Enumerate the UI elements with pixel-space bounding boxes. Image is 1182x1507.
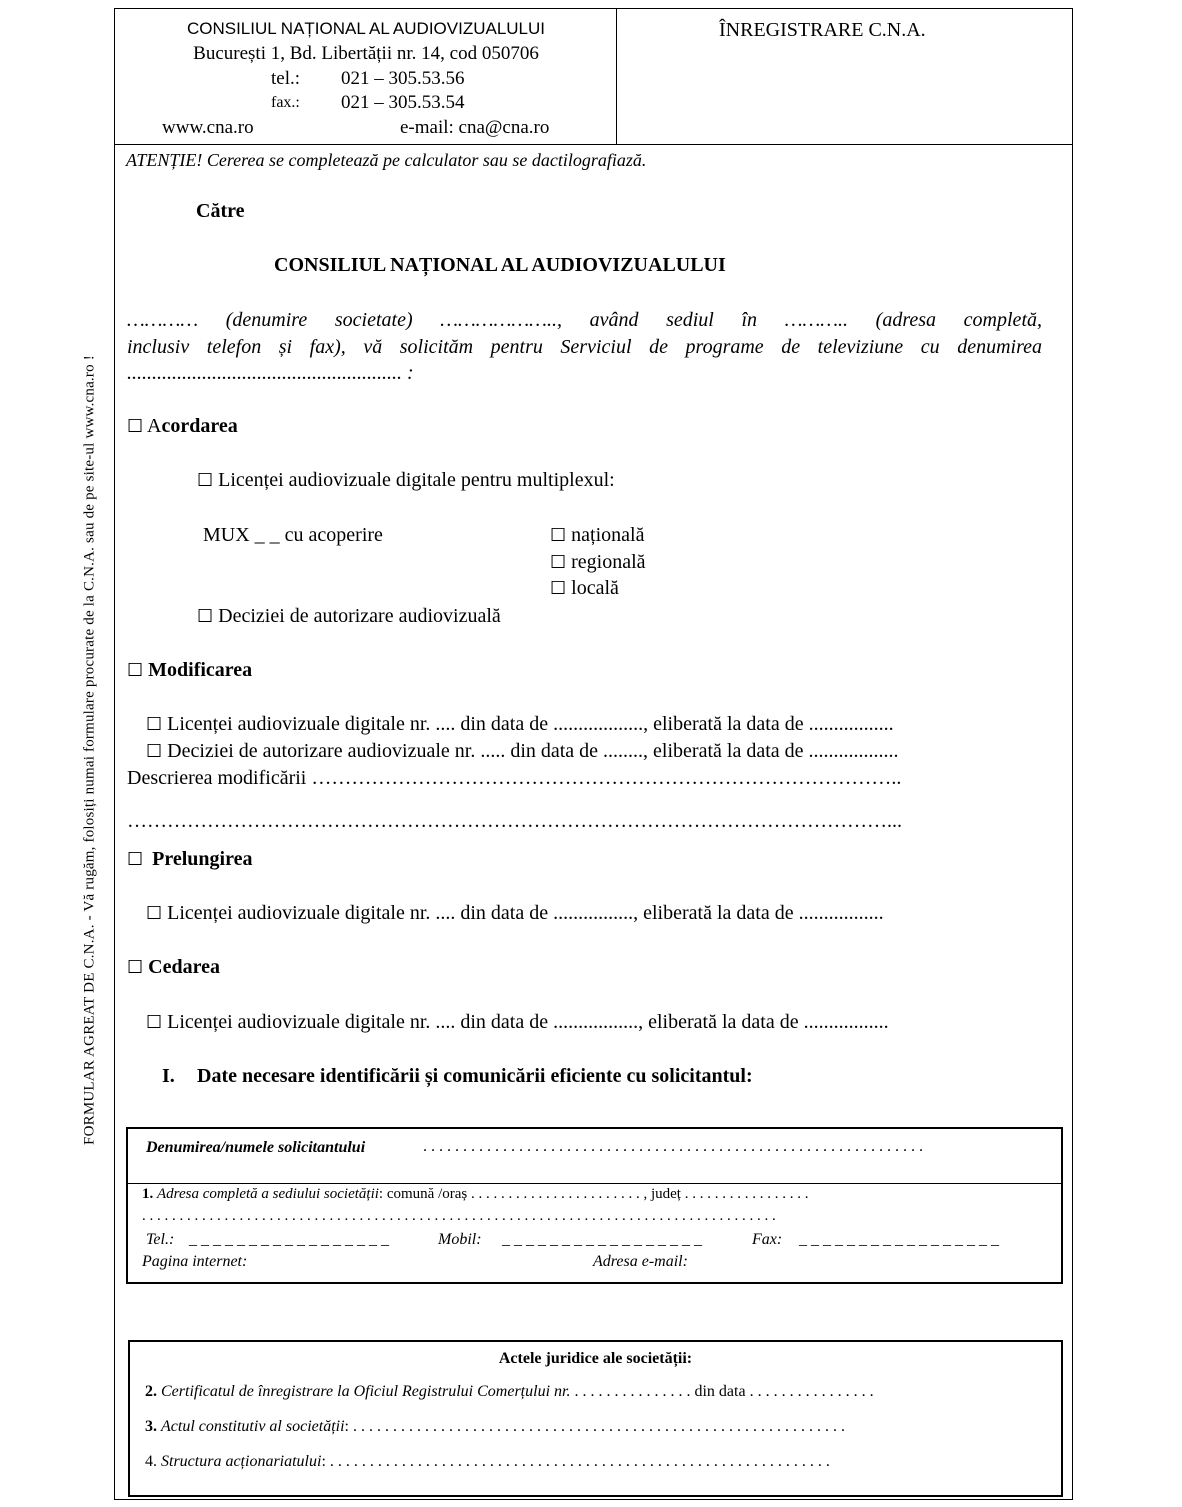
mobil-label: Mobil:	[438, 1231, 482, 1248]
cedarea-licenta-option[interactable]	[146, 1011, 889, 1034]
modificarea-descriere-field[interactable]: Descrierea modificării ……………………………………………………………………………..	[127, 767, 902, 789]
adresa-label: Adresa completă a sediului societății	[157, 1186, 379, 1202]
coverage-regionala-option[interactable]	[550, 551, 646, 574]
modificarea-decizie-option[interactable]	[146, 740, 899, 763]
prelungirea-label: Prelungirea	[152, 848, 253, 870]
checkbox-icon[interactable]: ☐	[146, 1012, 163, 1033]
acordarea-label-rest: cordarea	[161, 415, 238, 437]
section-i-number: I.	[162, 1065, 175, 1087]
registration-label: ÎNREGISTRARE C.N.A.	[719, 19, 926, 41]
modificarea-decizie-label: Deciziei de autorizare audiovizuale nr. ..... din data de ........, eliberată la data de ..................	[167, 740, 899, 762]
modificarea-licenta-label: Licenței audiovizuale digitale nr. .... din data de .................., eliberată la data de .................	[167, 713, 894, 735]
cedarea-option[interactable]	[127, 956, 220, 979]
mux-coverage-label: MUX _ _ cu acoperire	[203, 524, 383, 546]
acordarea-decizie-option[interactable]	[197, 605, 501, 628]
item-2-number: 2.	[145, 1383, 157, 1400]
prelungirea-licenta-label: Licenței audiovizuale digitale nr. .... din data de ................, eliberată la data de .................	[167, 902, 884, 924]
fax-label: Fax:	[752, 1231, 783, 1248]
checkbox-icon[interactable]: ☐	[550, 578, 567, 599]
mobil-field[interactable]: _ _ _ _ _ _ _ _ _ _ _ _ _ _ _ _ _	[502, 1231, 702, 1248]
section-i-title: Date necesare identificării și comunicării eficiente cu solicitantul:	[197, 1065, 753, 1087]
checkbox-icon[interactable]: ☐	[197, 470, 214, 491]
checkbox-icon[interactable]: ☐	[550, 525, 567, 546]
modificarea-licenta-option[interactable]	[146, 713, 894, 736]
item-4-label: Structura acționariatului	[161, 1453, 322, 1470]
fax-field[interactable]: _ _ _ _ _ _ _ _ _ _ _ _ _ _ _ _ _	[799, 1231, 999, 1248]
item-4-field[interactable]: : . . . . . . . . . . . . . . . . . . . . . . . . . . . . . . . . . . . . . . . . . . . . . . . . . . . . . . . . . . . . . . .	[321, 1453, 830, 1470]
coverage-nationala-option[interactable]	[550, 524, 644, 547]
checkbox-icon[interactable]: ☐	[197, 606, 214, 627]
checkbox-icon[interactable]: ☐	[146, 741, 163, 762]
cedarea-licenta-label: Licenței audiovizuale digitale nr. .... din data de ................., eliberată la data de .................	[167, 1011, 889, 1033]
header-address: București 1, Bd. Libertății nr. 14, cod 050706	[193, 43, 539, 64]
header-email: e-mail: cna@cna.ro	[400, 117, 550, 138]
header-tel-value: 021 – 305.53.56	[341, 68, 465, 89]
item-2-label: Certificatul de înregistrare la Oficiul Registrului Comerțului nr.	[161, 1383, 571, 1400]
acordarea-licenta-label: Licenței audiovizuale digitale pentru multiplexul:	[218, 469, 615, 491]
modificarea-option[interactable]	[127, 659, 252, 682]
checkbox-icon[interactable]: ☐	[550, 552, 567, 573]
checkbox-icon[interactable]: ☐	[127, 957, 144, 978]
intro-line-2: inclusiv telefon și fax), vă solicităm pentru Serviciul de programe de televiziune cu denumirea	[127, 336, 1042, 358]
header-website: www.cna.ro	[162, 117, 254, 138]
sidebar-notice: FORMULAR AGREAT DE C.N.A. - Vă rugăm, folosiți numai formulare procurate de la C.N.A. sau de pe site-ul www.cna.ro !	[81, 355, 98, 1145]
header-fax-label: fax.:	[271, 94, 300, 111]
denumire-label: Denumirea/numele solicitantului	[146, 1139, 366, 1156]
acordarea-option[interactable]	[127, 415, 238, 438]
adresa-number: 1.	[142, 1186, 154, 1202]
checkbox-icon[interactable]: ☐	[127, 660, 144, 681]
attention-note: ATENȚIE! Cererea se completează pe calculator sau se dactilografiază.	[126, 150, 647, 170]
denumire-field[interactable]: . . . . . . . . . . . . . . . . . . . . . . . . . . . . . . . . . . . . . . . . . . . . . . . . . . . . . . . . . . . . . . .	[423, 1138, 923, 1155]
item-4-number: 4.	[145, 1453, 157, 1470]
cedarea-label: Cedarea	[148, 956, 220, 978]
coverage-label: națională	[571, 524, 645, 546]
checkbox-icon[interactable]: ☐	[127, 416, 144, 437]
modificarea-descriere-continued[interactable]: ……………………………………………………………………………………………………...	[127, 810, 902, 832]
item-3-label: Actul constitutiv al societății	[161, 1418, 345, 1435]
recipient-title: CONSILIUL NAȚIONAL AL AUDIOVIZUALULUI	[274, 254, 726, 276]
adresa-field-continued[interactable]: . . . . . . . . . . . . . . . . . . . . . . . . . . . . . . . . . . . . . . . . . . . . . . . . . . . . . . . . . . . . . . . . . . . . . . . . . . . . . . . . . . . . .	[142, 1208, 776, 1224]
modificarea-label: Modificarea	[148, 659, 253, 681]
header-tel-label: tel.:	[271, 68, 301, 89]
email-label: Adresa e-mail:	[593, 1253, 688, 1270]
item-2-field[interactable]: . . . . . . . . . . . . . . . din data . . . . . . . . . . . . . . . .	[574, 1383, 874, 1400]
prelungirea-option[interactable]	[127, 848, 253, 871]
intro-line-1: ………… (denumire societate) ……………….., având sediul în ……….. (adresa completă,	[127, 309, 1042, 331]
item-3-number: 3.	[145, 1418, 157, 1435]
acordarea-label-first: A	[147, 415, 162, 437]
coverage-locala-option[interactable]	[550, 577, 619, 600]
intro-line-3: ....................................................... :	[127, 362, 414, 384]
header-fax-value: 021 – 305.53.54	[341, 92, 465, 113]
pagina-internet-label: Pagina internet:	[142, 1253, 248, 1270]
header-org-name: CONSILIUL NAȚIONAL AL AUDIOVIZUALULUI	[186, 19, 546, 38]
to-label: Către	[196, 200, 245, 222]
checkbox-icon[interactable]: ☐	[146, 714, 163, 735]
legal-documents-title: Actele juridice ale societății:	[498, 1350, 693, 1367]
adresa-field[interactable]: : comună /oraș . . . . . . . . . . . . . . . . . . . . . . . , județ . . . . . . . . . . . . . . . . .	[378, 1186, 809, 1202]
identification-divider	[128, 1183, 1061, 1184]
acordarea-decizie-label: Deciziei de autorizare audiovizuală	[218, 605, 501, 627]
acordarea-licenta-option[interactable]	[197, 469, 615, 492]
checkbox-icon[interactable]: ☐	[146, 903, 163, 924]
coverage-label: regională	[571, 551, 646, 573]
item-3-field[interactable]: : . . . . . . . . . . . . . . . . . . . . . . . . . . . . . . . . . . . . . . . . . . . . . . . . . . . . . . . . . . . . . .	[344, 1418, 845, 1435]
tel-label: Tel.:	[146, 1231, 175, 1248]
tel-field[interactable]: _ _ _ _ _ _ _ _ _ _ _ _ _ _ _ _ _	[189, 1231, 389, 1248]
prelungirea-licenta-option[interactable]	[146, 902, 884, 925]
checkbox-icon[interactable]: ☐	[127, 849, 144, 870]
coverage-label: locală	[571, 577, 619, 599]
